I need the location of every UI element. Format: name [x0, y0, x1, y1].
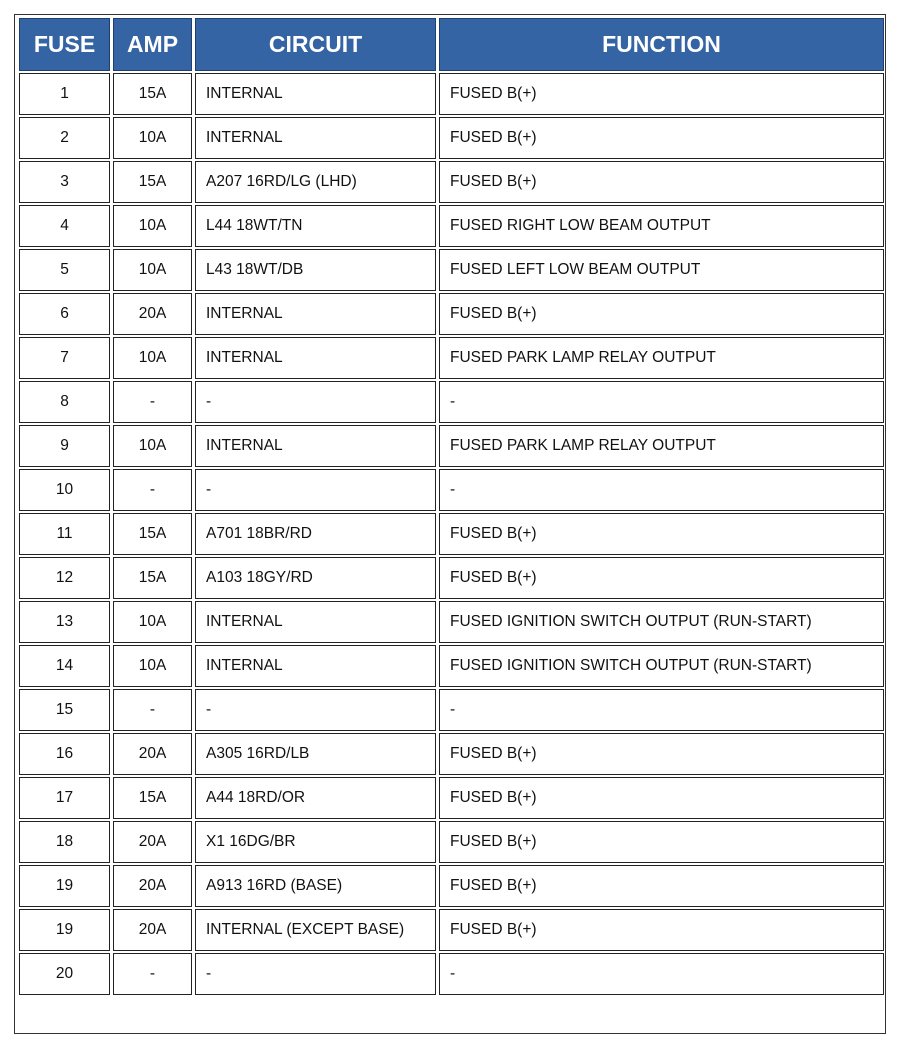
function-cell: -: [439, 953, 884, 995]
table-row: [19, 777, 884, 819]
table-row: [19, 469, 884, 511]
fuse-number-cell: 19: [19, 909, 110, 951]
circuit-cell: INTERNAL: [195, 73, 436, 115]
amp-rating-cell: 15A: [113, 73, 192, 115]
function-cell: FUSED LEFT LOW BEAM OUTPUT: [439, 249, 884, 291]
fuse-number-cell: 13: [19, 601, 110, 643]
amp-rating-cell: -: [113, 469, 192, 511]
function-cell: FUSED B(+): [439, 777, 884, 819]
header-circuit: CIRCUIT: [195, 18, 436, 71]
circuit-cell: A701 18BR/RD: [195, 513, 436, 555]
fuse-number-cell: 15: [19, 689, 110, 731]
circuit-cell: -: [195, 953, 436, 995]
table-row: [19, 161, 884, 203]
fuse-number-cell: 17: [19, 777, 110, 819]
function-cell: -: [439, 469, 884, 511]
circuit-cell: A305 16RD/LB: [195, 733, 436, 775]
fuse-number-cell: 1: [19, 73, 110, 115]
function-cell: FUSED B(+): [439, 513, 884, 555]
amp-rating-cell: 10A: [113, 337, 192, 379]
amp-rating-cell: -: [113, 381, 192, 423]
amp-rating-cell: 10A: [113, 205, 192, 247]
circuit-cell: L44 18WT/TN: [195, 205, 436, 247]
table-row: [19, 513, 884, 555]
table-row: [19, 249, 884, 291]
circuit-cell: X1 16DG/BR: [195, 821, 436, 863]
function-cell: FUSED B(+): [439, 117, 884, 159]
amp-rating-cell: 10A: [113, 425, 192, 467]
amp-rating-cell: 20A: [113, 909, 192, 951]
function-cell: FUSED B(+): [439, 821, 884, 863]
fuse-number-cell: 7: [19, 337, 110, 379]
function-cell: FUSED PARK LAMP RELAY OUTPUT: [439, 337, 884, 379]
table-row: [19, 733, 884, 775]
amp-rating-cell: 10A: [113, 601, 192, 643]
amp-rating-cell: -: [113, 689, 192, 731]
circuit-cell: INTERNAL (EXCEPT BASE): [195, 909, 436, 951]
header-fuse: FUSE: [19, 18, 110, 71]
table-row: [19, 205, 884, 247]
function-cell: FUSED B(+): [439, 161, 884, 203]
table-row: [19, 645, 884, 687]
fuse-number-cell: 5: [19, 249, 110, 291]
amp-rating-cell: 15A: [113, 557, 192, 599]
fuse-number-cell: 19: [19, 865, 110, 907]
function-cell: FUSED B(+): [439, 733, 884, 775]
fuse-number-cell: 8: [19, 381, 110, 423]
table-row: [19, 293, 884, 335]
circuit-cell: A103 18GY/RD: [195, 557, 436, 599]
circuit-cell: -: [195, 381, 436, 423]
amp-rating-cell: 20A: [113, 733, 192, 775]
amp-rating-cell: -: [113, 953, 192, 995]
circuit-cell: INTERNAL: [195, 117, 436, 159]
function-cell: FUSED PARK LAMP RELAY OUTPUT: [439, 425, 884, 467]
table-row: [19, 557, 884, 599]
function-cell: -: [439, 381, 884, 423]
circuit-cell: INTERNAL: [195, 337, 436, 379]
fuse-number-cell: 14: [19, 645, 110, 687]
table-row: [19, 337, 884, 379]
amp-rating-cell: 20A: [113, 293, 192, 335]
function-cell: FUSED B(+): [439, 293, 884, 335]
circuit-cell: INTERNAL: [195, 645, 436, 687]
function-cell: FUSED B(+): [439, 865, 884, 907]
function-cell: -: [439, 689, 884, 731]
circuit-cell: A44 18RD/OR: [195, 777, 436, 819]
fuse-number-cell: 11: [19, 513, 110, 555]
circuit-cell: -: [195, 469, 436, 511]
circuit-cell: INTERNAL: [195, 425, 436, 467]
circuit-cell: INTERNAL: [195, 601, 436, 643]
fuse-number-cell: 6: [19, 293, 110, 335]
function-cell: FUSED IGNITION SWITCH OUTPUT (RUN-START): [439, 645, 884, 687]
fuse-number-cell: 3: [19, 161, 110, 203]
table-row: [19, 425, 884, 467]
fuse-table: [16, 16, 887, 997]
table-row: [19, 909, 884, 951]
function-cell: FUSED B(+): [439, 73, 884, 115]
fuse-number-cell: 16: [19, 733, 110, 775]
amp-rating-cell: 15A: [113, 777, 192, 819]
table-body: [19, 73, 884, 995]
fuse-number-cell: 10: [19, 469, 110, 511]
fuse-number-cell: 18: [19, 821, 110, 863]
function-cell: FUSED RIGHT LOW BEAM OUTPUT: [439, 205, 884, 247]
circuit-cell: A913 16RD (BASE): [195, 865, 436, 907]
function-cell: FUSED B(+): [439, 557, 884, 599]
header-amp: AMP: [113, 18, 192, 71]
header-row: [19, 18, 884, 71]
header-function: FUNCTION: [439, 18, 884, 71]
amp-rating-cell: 20A: [113, 865, 192, 907]
table-row: [19, 117, 884, 159]
table-row: [19, 689, 884, 731]
fuse-number-cell: 4: [19, 205, 110, 247]
amp-rating-cell: 20A: [113, 821, 192, 863]
table-row: [19, 953, 884, 995]
fuse-number-cell: 20: [19, 953, 110, 995]
circuit-cell: -: [195, 689, 436, 731]
table-row: [19, 73, 884, 115]
function-cell: FUSED B(+): [439, 909, 884, 951]
circuit-cell: INTERNAL: [195, 293, 436, 335]
circuit-cell: L43 18WT/DB: [195, 249, 436, 291]
fuse-number-cell: 2: [19, 117, 110, 159]
table-row: [19, 821, 884, 863]
amp-rating-cell: 10A: [113, 117, 192, 159]
table-row: [19, 601, 884, 643]
fuse-number-cell: 9: [19, 425, 110, 467]
fuse-number-cell: 12: [19, 557, 110, 599]
amp-rating-cell: 15A: [113, 161, 192, 203]
table-row: [19, 381, 884, 423]
amp-rating-cell: 10A: [113, 645, 192, 687]
amp-rating-cell: 10A: [113, 249, 192, 291]
function-cell: FUSED IGNITION SWITCH OUTPUT (RUN-START): [439, 601, 884, 643]
circuit-cell: A207 16RD/LG (LHD): [195, 161, 436, 203]
amp-rating-cell: 15A: [113, 513, 192, 555]
table-row: [19, 865, 884, 907]
